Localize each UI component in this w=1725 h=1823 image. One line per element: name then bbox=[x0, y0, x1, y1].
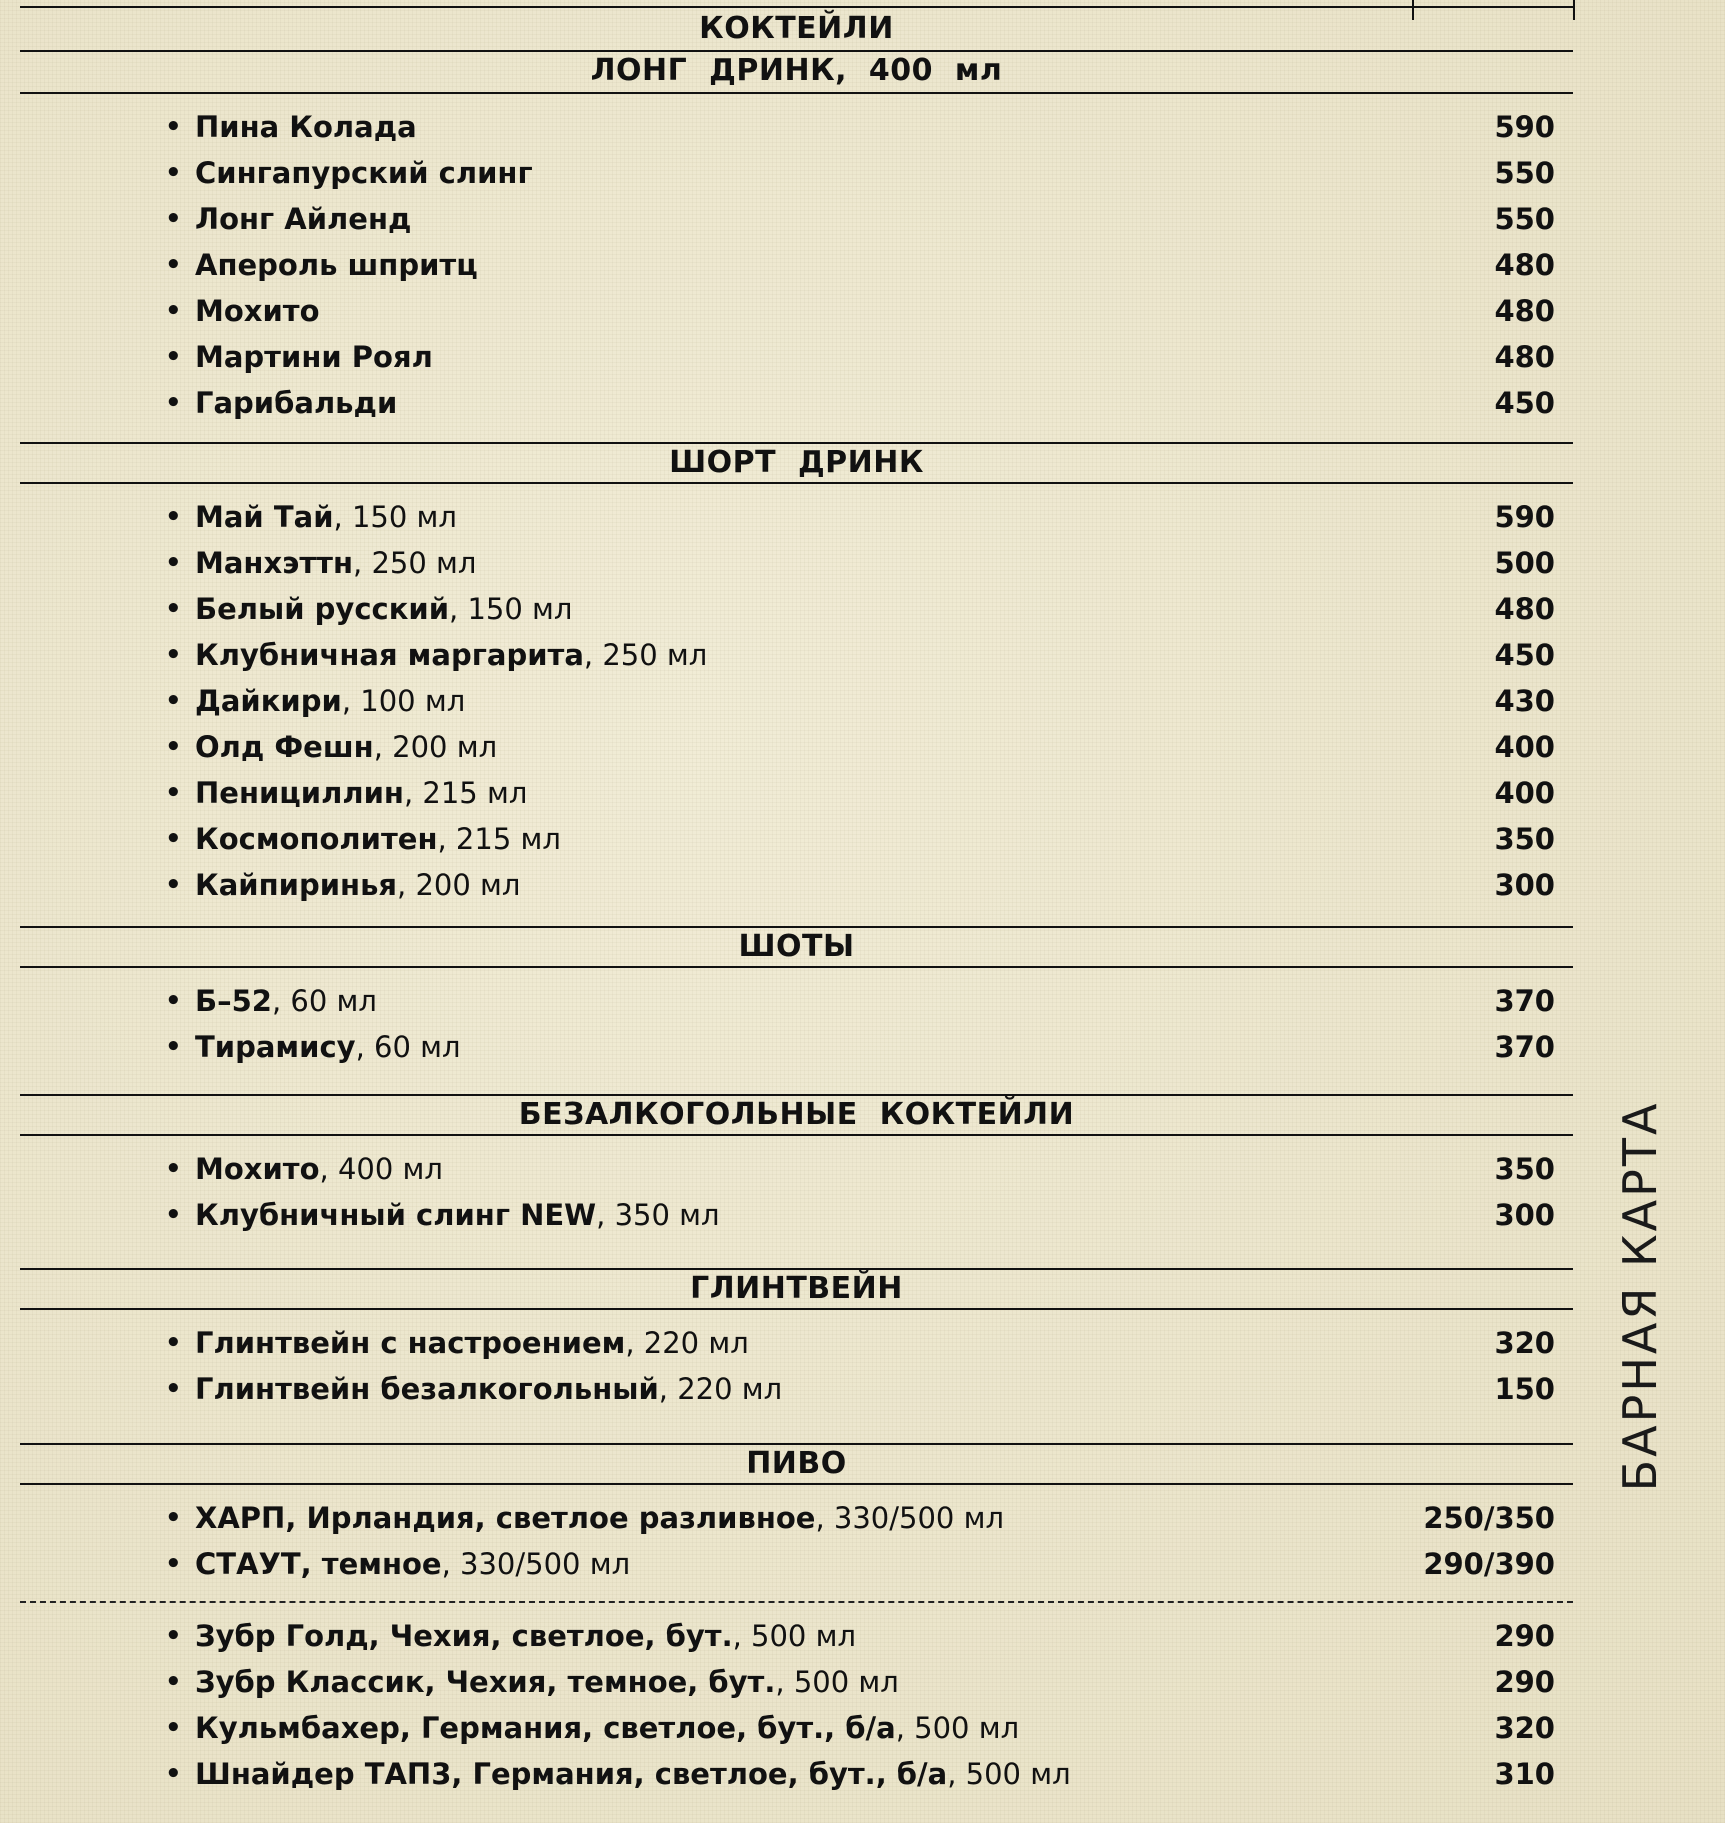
menu-item-name bbox=[195, 862, 520, 908]
menu-item-name bbox=[195, 1146, 443, 1192]
drink-volume: , 60 мл bbox=[355, 1030, 461, 1064]
menu-item bbox=[20, 586, 1573, 632]
menu-item-name bbox=[195, 1192, 720, 1238]
menu-item-name bbox=[195, 242, 478, 288]
section-heading-text: ГЛИНТВЕЙН bbox=[690, 1271, 903, 1306]
section-heading bbox=[20, 926, 1573, 968]
drink-volume: , 330/500 мл bbox=[815, 1501, 1005, 1535]
drink-name: Шнайдер ТАП3, Германия, светлое, бут., б/а bbox=[195, 1757, 948, 1791]
section-heading-text: ЛОНГ ДРИНК, 400 мл bbox=[590, 53, 1003, 88]
section-heading bbox=[20, 1268, 1573, 1310]
menu-item-price: 430 bbox=[1494, 684, 1555, 718]
bullet-icon: • bbox=[165, 732, 182, 762]
drink-volume: , 220 мл bbox=[658, 1372, 783, 1406]
drink-name: Мартини Роял bbox=[195, 340, 433, 374]
menu-item-name bbox=[195, 494, 457, 540]
menu-item-name bbox=[195, 1495, 1004, 1541]
menu-item bbox=[20, 1366, 1573, 1412]
menu-item-price: 400 bbox=[1494, 730, 1555, 764]
drink-volume: , 500 мл bbox=[895, 1711, 1020, 1745]
bullet-icon: • bbox=[165, 158, 182, 188]
bullet-icon: • bbox=[165, 342, 182, 372]
menu-item-price: 480 bbox=[1494, 340, 1555, 374]
menu-item bbox=[20, 242, 1573, 288]
drink-name: СТАУТ, темное bbox=[195, 1547, 442, 1581]
drink-name: Мохито bbox=[195, 294, 320, 328]
drink-volume: , 100 мл bbox=[341, 684, 466, 718]
menu-item bbox=[20, 196, 1573, 242]
drink-name: Клубничный слинг NEW bbox=[195, 1198, 597, 1232]
drink-name: Апероль шпритц bbox=[195, 248, 478, 282]
menu-item-price: 590 bbox=[1494, 110, 1555, 144]
drink-name: Глинтвейн безалкогольный bbox=[195, 1372, 659, 1406]
menu-item-name bbox=[195, 1366, 782, 1412]
drink-name: Пенициллин bbox=[195, 776, 404, 810]
menu-item-price: 480 bbox=[1494, 592, 1555, 626]
drink-volume: , 400 мл bbox=[319, 1152, 443, 1186]
drink-volume: , 150 мл bbox=[449, 592, 573, 626]
menu-item-name bbox=[195, 1659, 899, 1705]
drink-volume: , 500 мл bbox=[732, 1619, 857, 1653]
dashed-divider bbox=[20, 1601, 1573, 1603]
menu-item bbox=[20, 1320, 1573, 1366]
menu-item-price: 310 bbox=[1494, 1757, 1555, 1791]
menu-item bbox=[20, 978, 1573, 1024]
bullet-icon: • bbox=[165, 1759, 182, 1789]
menu-item-price: 480 bbox=[1494, 248, 1555, 282]
menu-item bbox=[20, 1613, 1573, 1659]
menu-item bbox=[20, 288, 1573, 334]
drink-volume: , 250 мл bbox=[353, 546, 477, 580]
menu-item-name bbox=[195, 334, 433, 380]
menu-item bbox=[20, 1146, 1573, 1192]
menu-item-price: 550 bbox=[1494, 202, 1555, 236]
section-heading bbox=[20, 1443, 1573, 1485]
menu-item bbox=[20, 724, 1573, 770]
menu-item-price: 290 bbox=[1494, 1619, 1555, 1653]
menu-item-name bbox=[195, 724, 497, 770]
drink-volume: , 60 мл bbox=[271, 984, 377, 1018]
drink-name: Лонг Айленд bbox=[195, 202, 412, 236]
bullet-icon: • bbox=[165, 1713, 182, 1743]
drink-volume: , 250 мл bbox=[583, 638, 708, 672]
section-heading bbox=[20, 50, 1573, 94]
menu-item-price: 300 bbox=[1494, 868, 1555, 902]
drink-name: Тирамису bbox=[195, 1030, 356, 1064]
bullet-icon: • bbox=[165, 1667, 182, 1697]
bullet-icon: • bbox=[165, 1032, 182, 1062]
drink-volume: , 500 мл bbox=[947, 1757, 1071, 1791]
section-heading-text: БЕЗАЛКОГОЛЬНЫЕ КОКТЕЙЛИ bbox=[518, 1097, 1075, 1132]
menu-item-price: 550 bbox=[1494, 156, 1555, 190]
bullet-icon: • bbox=[165, 388, 182, 418]
menu-item-price: 150 bbox=[1494, 1372, 1555, 1406]
section-heading-text: ШОТЫ bbox=[738, 929, 855, 964]
menu-item-price: 320 bbox=[1494, 1326, 1555, 1360]
menu-item bbox=[20, 1541, 1573, 1587]
bullet-icon: • bbox=[165, 1503, 182, 1533]
section-heading-text: ПИВО bbox=[746, 1446, 847, 1481]
drink-name: Кульмбахер, Германия, светлое, бут., б/а bbox=[195, 1711, 896, 1745]
menu-item-price: 290/390 bbox=[1423, 1547, 1555, 1581]
menu-item-name bbox=[195, 150, 533, 196]
section-heading bbox=[20, 1094, 1573, 1136]
menu-item-name bbox=[195, 1613, 856, 1659]
menu-item-price: 370 bbox=[1494, 1030, 1555, 1064]
bullet-icon: • bbox=[165, 1200, 182, 1230]
menu-item-price: 450 bbox=[1494, 638, 1555, 672]
drink-name: Пина Колада bbox=[195, 110, 417, 144]
menu-item-name bbox=[195, 1751, 1071, 1797]
bullet-icon: • bbox=[165, 1154, 182, 1184]
menu-item-name bbox=[195, 978, 377, 1024]
menu-item bbox=[20, 380, 1573, 426]
drink-name: Клубничная маргарита bbox=[195, 638, 584, 672]
drink-volume: , 215 мл bbox=[403, 776, 528, 810]
menu-item-name bbox=[195, 196, 411, 242]
menu-item-name bbox=[195, 1024, 461, 1070]
bullet-icon: • bbox=[165, 548, 182, 578]
menu-item-price: 300 bbox=[1494, 1198, 1555, 1232]
drink-volume: , 200 мл bbox=[397, 868, 521, 902]
drink-name: Зубр Классик, Чехия, темное, бут. bbox=[195, 1665, 776, 1699]
menu-item bbox=[20, 494, 1573, 540]
drink-volume: , 215 мл bbox=[437, 822, 561, 856]
menu-item bbox=[20, 540, 1573, 586]
menu-item bbox=[20, 862, 1573, 908]
bullet-icon: • bbox=[165, 1549, 182, 1579]
drink-name: Белый русский bbox=[195, 592, 450, 626]
drink-name: Космополитен bbox=[195, 822, 438, 856]
menu-item bbox=[20, 104, 1573, 150]
bullet-icon: • bbox=[165, 112, 182, 142]
menu-item-price: 350 bbox=[1494, 1152, 1555, 1186]
drink-name: Дайкири bbox=[195, 684, 342, 718]
menu-item bbox=[20, 678, 1573, 724]
menu-item bbox=[20, 1192, 1573, 1238]
section-heading-text: КОКТЕЙЛИ bbox=[699, 11, 894, 46]
bullet-icon: • bbox=[165, 594, 182, 624]
menu-item bbox=[20, 816, 1573, 862]
menu-item bbox=[20, 1495, 1573, 1541]
menu-item-name bbox=[195, 540, 476, 586]
menu-item-name bbox=[195, 632, 707, 678]
drink-name: Глинтвейн с настроением bbox=[195, 1326, 626, 1360]
drink-volume: , 500 мл bbox=[775, 1665, 899, 1699]
drink-volume: , 330/500 мл bbox=[441, 1547, 631, 1581]
drink-volume: , 200 мл bbox=[373, 730, 498, 764]
drink-name: Манхэттн bbox=[195, 546, 354, 580]
bullet-icon: • bbox=[165, 1374, 182, 1404]
menu-item-name bbox=[195, 678, 465, 724]
drink-name: Май Тай bbox=[195, 500, 334, 534]
menu-item bbox=[20, 1705, 1573, 1751]
menu-item bbox=[20, 770, 1573, 816]
menu-item bbox=[20, 334, 1573, 380]
menu-item-name bbox=[195, 1320, 749, 1366]
menu-item bbox=[20, 632, 1573, 678]
bullet-icon: • bbox=[165, 824, 182, 854]
menu-item-price: 290 bbox=[1494, 1665, 1555, 1699]
menu-item-price: 350 bbox=[1494, 822, 1555, 856]
menu-item-price: 370 bbox=[1494, 984, 1555, 1018]
drink-name: Зубр Голд, Чехия, светлое, бут. bbox=[195, 1619, 733, 1653]
menu-item-name bbox=[195, 770, 527, 816]
menu-item-price: 400 bbox=[1494, 776, 1555, 810]
menu-item-name bbox=[195, 288, 320, 334]
drink-name: Сингапурский слинг bbox=[195, 156, 533, 190]
drink-name: Б–52 bbox=[195, 984, 272, 1018]
bullet-icon: • bbox=[165, 296, 182, 326]
bullet-icon: • bbox=[165, 204, 182, 234]
menu-item-name bbox=[195, 1705, 1019, 1751]
bullet-icon: • bbox=[165, 250, 182, 280]
menu-item-name bbox=[195, 380, 397, 426]
side-label: БАРНАЯ КАРТА bbox=[1613, 1100, 1667, 1492]
drink-volume: , 350 мл bbox=[596, 1198, 720, 1232]
menu-item-name bbox=[195, 586, 572, 632]
menu-item bbox=[20, 1024, 1573, 1070]
menu-item-name bbox=[195, 1541, 630, 1587]
menu-item-name bbox=[195, 816, 561, 862]
top-border-rule bbox=[20, 0, 1573, 8]
menu-item-price: 590 bbox=[1494, 500, 1555, 534]
drink-name: Гарибальди bbox=[195, 386, 398, 420]
menu-item-price: 250/350 bbox=[1423, 1501, 1555, 1535]
bullet-icon: • bbox=[165, 640, 182, 670]
bullet-icon: • bbox=[165, 778, 182, 808]
menu-item-price: 480 bbox=[1494, 294, 1555, 328]
drink-name: Олд Фешн bbox=[195, 730, 374, 764]
bullet-icon: • bbox=[165, 502, 182, 532]
section-heading-text: ШОРТ ДРИНК bbox=[669, 445, 924, 480]
menu-item-price: 450 bbox=[1494, 386, 1555, 420]
menu-title bbox=[20, 8, 1573, 52]
section-heading bbox=[20, 442, 1573, 484]
top-divider-tick bbox=[1573, 0, 1575, 20]
bullet-icon: • bbox=[165, 686, 182, 716]
bullet-icon: • bbox=[165, 870, 182, 900]
menu-item bbox=[20, 1659, 1573, 1705]
drink-name: Кайпиринья bbox=[195, 868, 398, 902]
menu-item bbox=[20, 1751, 1573, 1797]
menu-item-name bbox=[195, 104, 417, 150]
menu-item-price: 320 bbox=[1494, 1711, 1555, 1745]
bullet-icon: • bbox=[165, 1328, 182, 1358]
drink-volume: , 220 мл bbox=[625, 1326, 749, 1360]
drink-name: ХАРП, Ирландия, светлое разливное bbox=[195, 1501, 816, 1535]
menu-item bbox=[20, 150, 1573, 196]
drink-volume: , 150 мл bbox=[333, 500, 457, 534]
bullet-icon: • bbox=[165, 1621, 182, 1651]
bullet-icon: • bbox=[165, 986, 182, 1016]
menu-item-price: 500 bbox=[1494, 546, 1555, 580]
drink-name: Мохито bbox=[195, 1152, 320, 1186]
